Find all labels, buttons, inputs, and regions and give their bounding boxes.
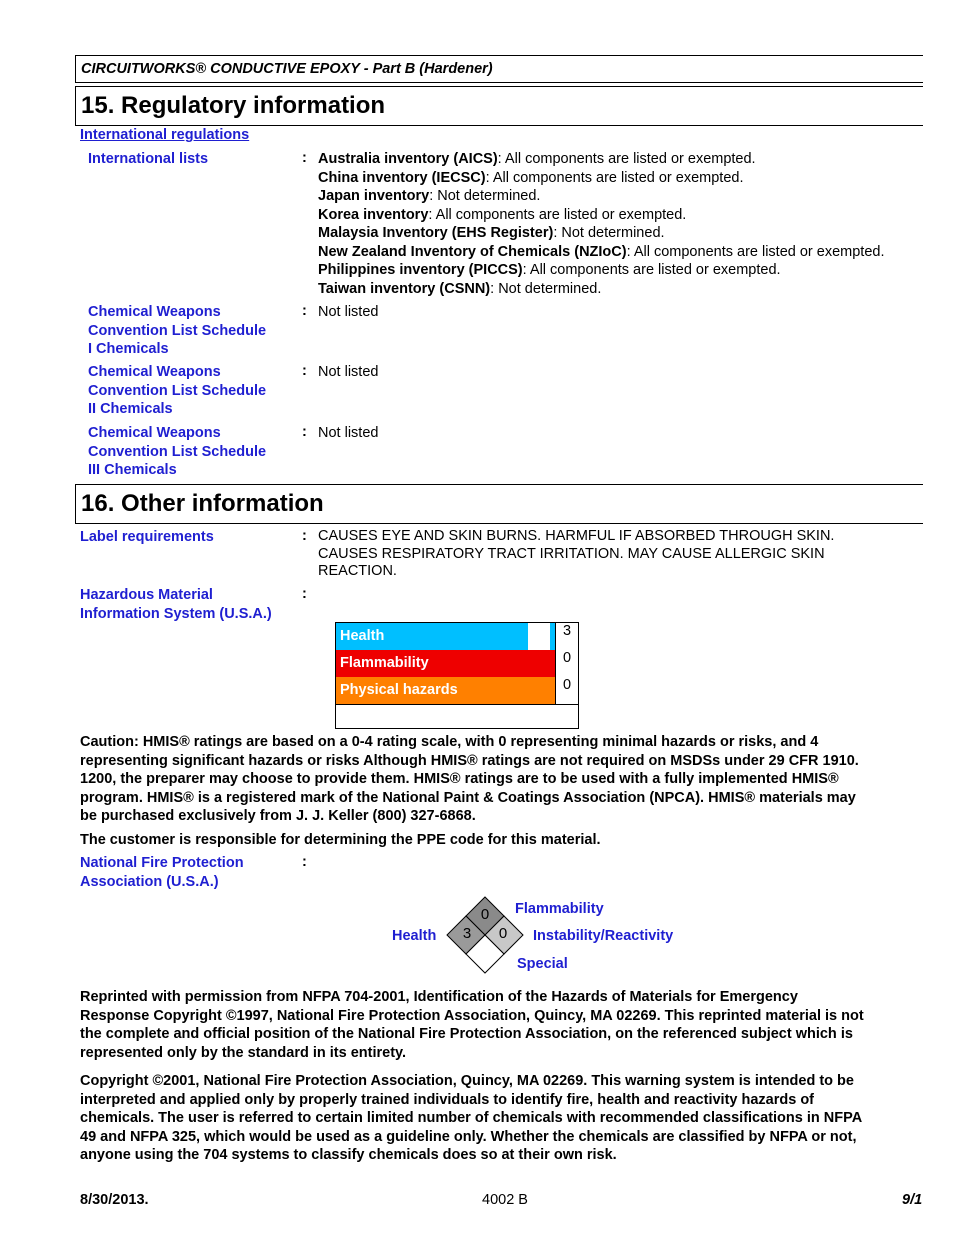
inventory-list bbox=[318, 150, 885, 298]
inventory-item: Australia inventory (AICS): All components are listed or exempted. bbox=[318, 151, 756, 167]
product-header: CIRCUITWORKS® CONDUCTIVE EPOXY - Part B (Hardener) bbox=[75, 55, 923, 83]
hmis-health-bar: Health bbox=[336, 623, 528, 650]
label-requirements-text: CAUSES EYE AND SKIN BURNS. HARMFUL IF ABSORBED THROUGH SKIN. CAUSES RESPIRATORY TRACT IRRITATION. MAY CAUSE ALLERGIC SKIN REACTION. bbox=[318, 528, 835, 579]
nfpa-flammability-label: Flammability bbox=[515, 901, 604, 917]
international-regulations-link[interactable]: International regulations bbox=[80, 127, 250, 143]
nfpa-instability-value: 0 bbox=[498, 925, 508, 942]
cw-schedule-2-value: Not listed bbox=[318, 364, 379, 380]
inventory-item: Taiwan inventory (CSNN): Not determined. bbox=[318, 280, 602, 297]
hmis-caution-text: Caution: HMIS® ratings are based on a 0-4 rating scale, with 0 representing minimal hazards or risks, and 4 representing significant hazards or risks Although HMIS® ratings are not required on MSDSs under 29 CFR 1910. 1200, the preparer may choose to provide them. HMIS® ratings are to be used with a fully implemented HMIS® program. HMIS® is a registered mark of the National Paint & Coatings Association (NPCA). HMIS® materials may be purchased exclusively from J. J. Keller (800) 327-6868. bbox=[80, 734, 859, 824]
nfpa-reprint-text: Reprinted with permission from NFPA 704-2001, Identification of the Hazards of Materials for Emergency Response Copyright ©1997, National Fire Protection Association, Quincy, MA 02269. This reprinted material is not the complete and official position of the National Fire Protection Association, on the referenced subject which is represented only by the standard in its entirety. bbox=[80, 989, 864, 1061]
footer-date: 8/30/2013. bbox=[80, 1192, 149, 1208]
colon: : bbox=[302, 854, 307, 870]
colon: : bbox=[302, 150, 307, 166]
nfpa-instability-label: Instability/Reactivity bbox=[533, 928, 674, 944]
colon: : bbox=[302, 363, 307, 379]
cw-schedule-1-label: Chemical Weapons Convention List Schedule I Chemicals bbox=[88, 304, 267, 357]
cw-schedule-3-value: Not listed bbox=[318, 425, 379, 441]
nfpa-health-label: Health bbox=[392, 928, 437, 944]
colon: : bbox=[302, 424, 307, 440]
section-15-title: 15. Regulatory information bbox=[75, 86, 923, 126]
nfpa-flammability-value: 0 bbox=[480, 906, 490, 923]
hmis-physical-value: 0 bbox=[555, 677, 578, 704]
footer-code: 4002 B bbox=[482, 1192, 528, 1208]
inventory-item: Japan inventory: Not determined. bbox=[318, 188, 541, 204]
hmis-flammability-value: 0 bbox=[555, 650, 578, 677]
cw-schedule-2-label: Chemical Weapons Convention List Schedule II Chemicals bbox=[88, 364, 267, 417]
inventory-item: Malaysia Inventory (EHS Register): Not determined. bbox=[318, 225, 665, 241]
colon: : bbox=[302, 303, 307, 319]
colon: : bbox=[302, 586, 307, 602]
nfpa-health-value: 3 bbox=[462, 925, 472, 942]
hmis-health-gap bbox=[528, 623, 550, 650]
hmis-label: Hazardous Material Information System (U.S.A.) bbox=[80, 587, 272, 622]
hmis-divider bbox=[336, 704, 578, 705]
cw-schedule-1-value: Not listed bbox=[318, 304, 379, 320]
inventory-item: Philippines inventory (PICCS): All components are listed or exempted. bbox=[318, 262, 781, 278]
nfpa-special-label: Special bbox=[517, 956, 568, 972]
hmis-flammability-bar: Flammability bbox=[336, 650, 555, 677]
colon: : bbox=[302, 528, 307, 544]
cw-schedule-3-label: Chemical Weapons Convention List Schedule III Chemicals bbox=[88, 425, 267, 478]
inventory-item: China inventory (IECSC): All components are listed or exempted. bbox=[318, 169, 744, 186]
nfpa-copyright-text: Copyright ©2001, National Fire Protection Association, Quincy, MA 02269. This warning system is intended to be interpreted and applied only by properly trained individuals to identify fire, health and reactivity hazards of chemicals. The user is referred to certain limited number of chemicals with recommended classifications in NFPA 49 and NFPA 325, which would be used as a guideline only. Whether the chemicals are classified by NFPA or not, anyone using the 704 systems to classify chemicals does so at their own risk. bbox=[80, 1073, 863, 1163]
label-requirements-label: Label requirements bbox=[80, 529, 214, 545]
inventory-item: New Zealand Inventory of Chemicals (NZIoC): All components are listed or exempted. bbox=[318, 243, 885, 260]
footer-page: 9/1 bbox=[902, 1192, 923, 1208]
inventory-item: Korea inventory: All components are listed or exempted. bbox=[318, 206, 687, 223]
nfpa-label: National Fire Protection Association (U.S.A.) bbox=[80, 855, 244, 890]
international-lists-label: International lists bbox=[88, 151, 209, 167]
hmis-health-value: 3 bbox=[555, 623, 578, 650]
ppe-text: The customer is responsible for determining the PPE code for this material. bbox=[80, 832, 601, 848]
section-16-title: 16. Other information bbox=[75, 484, 923, 524]
hmis-physical-bar: Physical hazards bbox=[336, 677, 555, 704]
